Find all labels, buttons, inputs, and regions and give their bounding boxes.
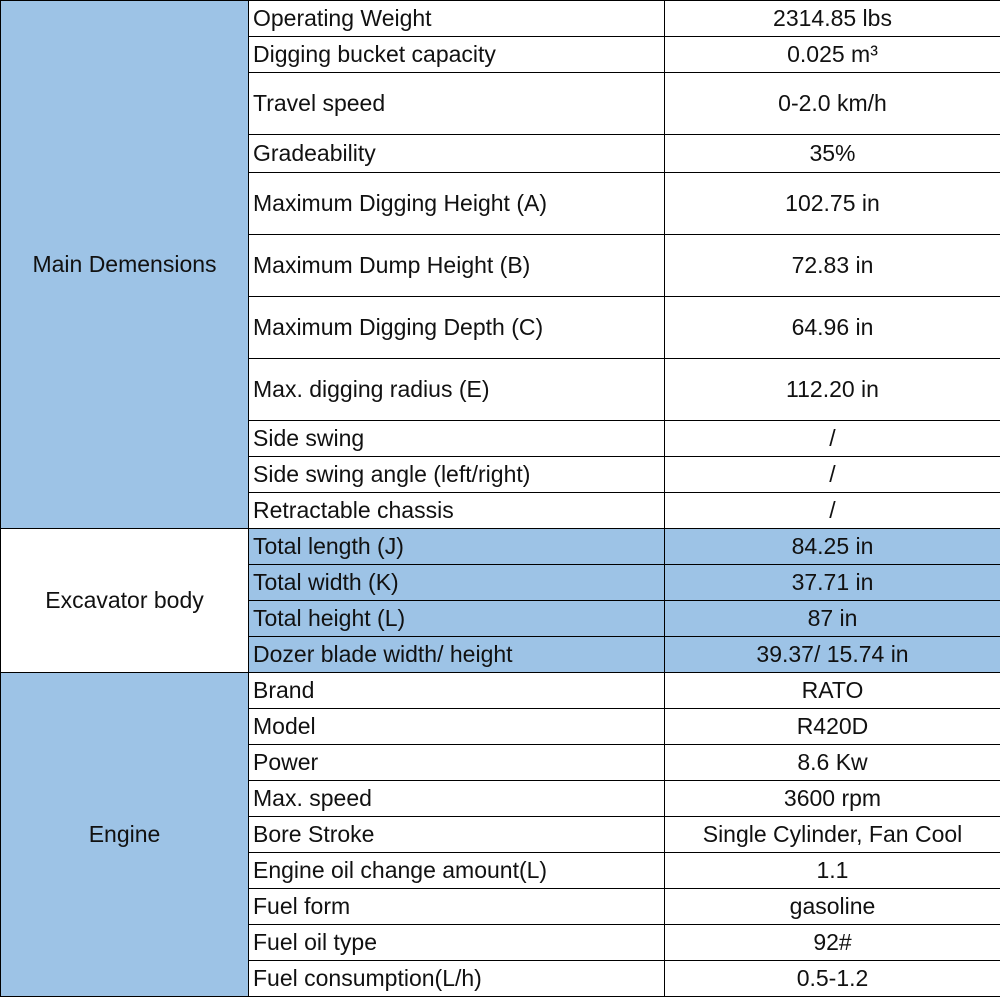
table-row [1,529,1000,565]
row-label: Total height (L) [249,601,665,637]
group-engine: Engine [1,673,249,997]
row-value: 84.25 in [665,529,1000,565]
row-label: Maximum Digging Height (A) [249,173,665,235]
row-label: Digging bucket capacity [249,37,665,73]
row-value: 1.1 [665,853,1000,889]
row-label: Side swing angle (left/right) [249,457,665,493]
row-value: 64.96 in [665,297,1000,359]
row-value: 8.6 Kw [665,745,1000,781]
row-value: 0.5-1.2 [665,961,1000,997]
row-label: Gradeability [249,135,665,173]
row-value: 3600 rpm [665,781,1000,817]
row-value: 2314.85 lbs [665,1,1000,37]
row-label: Travel speed [249,73,665,135]
row-label: Max. digging radius (E) [249,359,665,421]
group-excavator-body: Excavator body [1,529,249,673]
row-value: 39.37/ 15.74 in [665,637,1000,673]
row-value: RATO [665,673,1000,709]
row-label: Max. speed [249,781,665,817]
row-value: 35% [665,135,1000,173]
row-label: Total width (K) [249,565,665,601]
row-value: gasoline [665,889,1000,925]
row-value: 72.83 in [665,235,1000,297]
row-value: / [665,457,1000,493]
row-value: 102.75 in [665,173,1000,235]
row-value: 0-2.0 km/h [665,73,1000,135]
group-main-dimensions: Main Demensions [1,1,249,529]
row-value: 0.025 m³ [665,37,1000,73]
row-label: Fuel consumption(L/h) [249,961,665,997]
row-value: Single Cylinder, Fan Cool [665,817,1000,853]
table-row [1,1,1000,37]
row-label: Fuel oil type [249,925,665,961]
row-label: Model [249,709,665,745]
row-label: Bore Stroke [249,817,665,853]
row-label: Brand [249,673,665,709]
row-value: / [665,421,1000,457]
row-value: 37.71 in [665,565,1000,601]
row-label: Total length (J) [249,529,665,565]
row-label: Fuel form [249,889,665,925]
row-label: Maximum Dump Height (B) [249,235,665,297]
row-label: Power [249,745,665,781]
table-row [1,673,1000,709]
row-label: Engine oil change amount(L) [249,853,665,889]
row-value: R420D [665,709,1000,745]
row-label: Retractable chassis [249,493,665,529]
row-label: Operating Weight [249,1,665,37]
row-value: / [665,493,1000,529]
row-label: Dozer blade width/ height [249,637,665,673]
row-value: 92# [665,925,1000,961]
row-label: Maximum Digging Depth (C) [249,297,665,359]
row-label: Side swing [249,421,665,457]
row-value: 87 in [665,601,1000,637]
row-value: 112.20 in [665,359,1000,421]
